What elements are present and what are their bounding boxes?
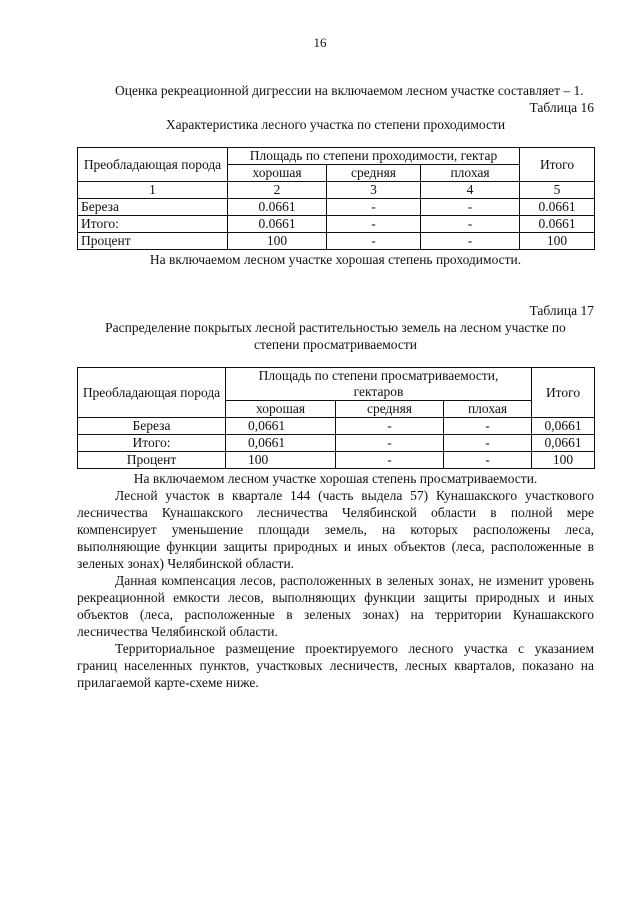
page-number: 16 [313,35,327,50]
table-cell: - [444,418,532,435]
table-cell: 0,0661 [226,435,336,452]
table-row [78,418,595,435]
table17-header-row [78,368,595,401]
table-cell: Береза [78,199,228,216]
table-cell: 2 [228,182,327,199]
table16-header-bad: плохая [421,165,520,182]
table16-label: Таблица 16 [529,100,594,115]
table-cell: Процент [78,233,228,250]
table-cell: 5 [520,182,595,199]
table-cell: - [444,435,532,452]
table-cell: - [336,452,444,469]
table-cell: - [336,418,444,435]
table-cell: - [327,233,421,250]
table-cell: Процент [78,452,226,469]
table16-note: На включаемом лесном участке хорошая степень проходимости. [149,252,522,267]
table-cell: Береза [78,418,226,435]
table-cell: 0,0661 [532,435,595,452]
table-cell: 4 [421,182,520,199]
table-cell: 0,0661 [226,418,336,435]
table-row [78,233,595,250]
table17-caption: Распределение покрытых лесной растительностью земель на лесном участке по степени просматриваемости [105,320,566,352]
table17-header-bad: плохая [444,401,532,418]
table-cell: 0.0661 [228,199,327,216]
table-cell: 100 [520,233,595,250]
table16-header-medium: средняя [327,165,421,182]
table-cell: - [421,216,520,233]
document-body [77,82,594,691]
table-row [78,216,595,233]
table16-header-species: Преобладающая порода [78,148,228,182]
table17-header-area: Площадь по степени просматриваемости, гектаров [226,368,532,401]
table-cell: 100 [226,452,336,469]
table-cell: 0.0661 [228,216,327,233]
table-cell: 0.0661 [520,199,595,216]
table-cell: 100 [532,452,595,469]
table16 [77,147,595,250]
table16-header-area: Площадь по степени проходимости, гектар [228,148,520,165]
table-cell: - [327,199,421,216]
table17-header-medium: средняя [336,401,444,418]
table16-header-total: Итого [520,148,595,182]
table-cell: - [327,216,421,233]
table-row [78,452,595,469]
paragraph-capacity: Данная компенсация лесов, расположенных в зеленых зонах, не изменит уровень рекреационной емкости лесов, выполняющих функции защиты природных и иных объектов (леса, расположенные в зеленых зонах) на территории Кунашакского лесничества Челябинской области. [77,573,594,639]
paragraph-territory: Территориальное размещение проектируемого лесного участка с указанием границ населенных пунктов, участковых лесничеств, лесных кварталов, показано на прилагаемой карте-схеме ниже. [77,641,594,690]
table17-note: На включаемом лесном участке хорошая степень просматриваемости. [133,471,538,486]
table-cell: Итого: [78,216,228,233]
table-cell: 0,0661 [532,418,595,435]
table-cell: 100 [228,233,327,250]
table-cell: 1 [78,182,228,199]
table16-caption: Характеристика лесного участка по степени проходимости [165,117,506,132]
table-cell: 3 [327,182,421,199]
table16-header-row [78,148,595,165]
table17-header-species: Преобладающая порода [78,368,226,418]
table17-header-good: хорошая [226,401,336,418]
table-cell: - [444,452,532,469]
table-cell: - [336,435,444,452]
table16-number-row [78,182,595,199]
paragraph-compensation: Лесной участок в квартале 144 (часть выдела 57) Кунашакского участкового лесничества Кунашакского лесничества Челябинской области в полной мере компенсирует уменьшение площади земель, на которых расположены леса, выполняющие функции защиты природных и иных объектов (леса, расположенные в зеленых зонах) Челябинской области. [77,488,594,571]
table-cell: - [421,199,520,216]
table-row [78,435,595,452]
table17-label: Таблица 17 [529,303,594,318]
table17-header-total: Итого [532,368,595,418]
table17 [77,367,595,469]
table-row [78,199,595,216]
table-cell: Итого: [78,435,226,452]
table-cell: - [421,233,520,250]
table16-header-good: хорошая [228,165,327,182]
table-cell: 0.0661 [520,216,595,233]
paragraph-recreation: Оценка рекреационной дигрессии на включаемом лесном участке составляет – 1. [115,83,584,98]
